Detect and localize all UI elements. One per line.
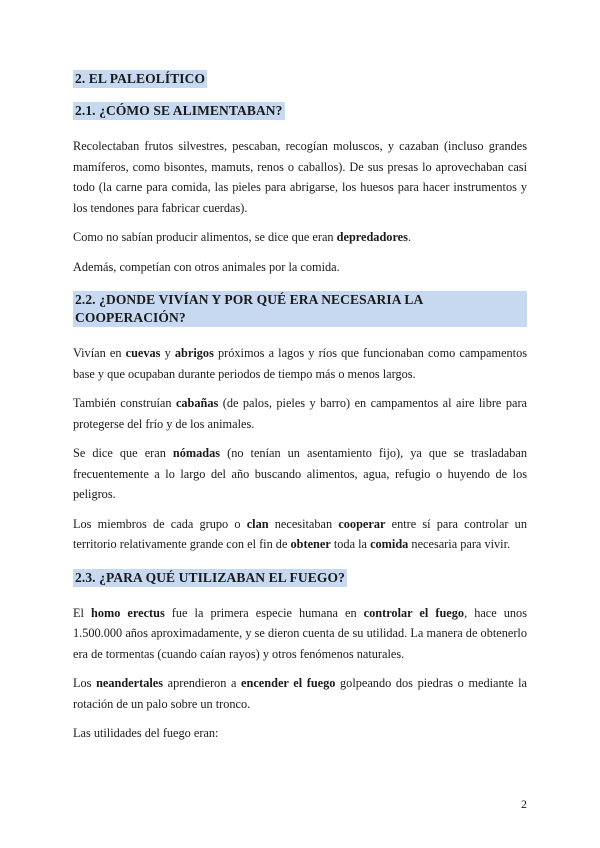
paragraph: [73, 393, 527, 434]
bold-term: nómadas: [172, 446, 221, 460]
text-run: necesaria para vivir.: [408, 537, 511, 551]
bold-term: obtener: [290, 537, 331, 551]
text-run: y: [160, 346, 175, 360]
text-run: Además, competían con otros animales por la comida.: [73, 259, 340, 274]
paragraph: [73, 673, 527, 714]
text-run: Como no sabían producir alimentos, se dice que eran: [73, 230, 337, 244]
text-run: Recolectaban frutos silvestres, pescaban, recogían moluscos, y cazaban (incluso grandes mamíferos, como bisontes, mamuts, renos o caballos). De sus presas lo aprovechaban casi todo (la carne para comida, las pieles para abrigarse, los huesos para hacer instrumentos y los tendones para fabricar cuerdas).: [73, 139, 527, 215]
text-run: El: [73, 605, 91, 620]
text-run: Vivían en: [73, 346, 126, 360]
text-run: Los: [73, 676, 97, 690]
bold-term: clan: [246, 516, 269, 531]
text-run: fue la primera especie humana en: [164, 605, 364, 620]
text-run: , hace unos 1.500.000 años aproximadamente, y se dieron cuenta de su utilidad. La manera de obtenerlo era de tormentas (cuando caían rayos) y otros fenómenos naturales.: [73, 605, 527, 661]
subsections: [73, 102, 527, 744]
bold-term: controlar el fuego: [363, 605, 465, 620]
text-run: aprendieron a: [163, 676, 242, 690]
paragraph: [73, 227, 527, 248]
bold-term: cuevas: [125, 346, 161, 360]
bold-term: neandertales: [96, 676, 164, 690]
paragraph: [73, 723, 527, 744]
paragraph: [73, 343, 527, 384]
bold-term: homo erectus: [90, 605, 165, 620]
bold-term: cabañas: [175, 396, 219, 410]
subsection: [73, 569, 527, 744]
text-run: También construían: [73, 396, 176, 410]
paragraph: [73, 514, 527, 555]
subsection-heading: 2.1. ¿CÓMO SE ALIMENTABAN?: [75, 103, 283, 118]
paragraph: [73, 257, 527, 278]
bold-term: cooperar: [338, 516, 386, 531]
subsection-heading: 2.3. ¿PARA QUÉ UTILIZABAN EL FUEGO?: [75, 569, 345, 585]
text-run: Las utilidades del fuego eran:: [73, 726, 219, 740]
text-run: entre sí para controlar un territorio relativamente grande con el fin de: [73, 516, 527, 551]
paragraph: [73, 136, 527, 218]
bold-term: encender el fuego: [241, 676, 336, 690]
text-run: necesitaban: [268, 516, 339, 531]
text-run: (no tenían un asentamiento fijo), ya que se trasladaban frecuentemente a lo largo del año buscando alimentos, agua, refugio o huyendo de los peligros.: [73, 446, 527, 501]
subsection: [73, 291, 527, 555]
page-number: 2: [521, 797, 527, 811]
text-run: golpeando dos piedras o mediante la rotación de un palo sobre un tronco.: [73, 676, 528, 711]
bold-term: comida: [370, 537, 409, 551]
subsection-heading: 2.2. ¿DONDE VIVÍAN Y POR QUÉ ERA NECESARIA LA COOPERACIÓN?: [73, 291, 527, 327]
bold-term: depredadores: [336, 230, 408, 244]
subsection: [73, 102, 527, 277]
text-run: toda la: [330, 537, 371, 551]
bold-term: abrigos: [174, 346, 214, 360]
text-run: próximos a lagos y ríos que funcionaban como campamentos base y que ocupaban durante periodos de tiempo más o menos largos.: [73, 346, 528, 381]
section-title: 2. EL PALEOLÍTICO: [75, 71, 206, 86]
paragraph: [73, 603, 527, 665]
paragraph: [73, 443, 527, 505]
text-run: Los miembros de cada grupo o: [73, 516, 247, 531]
text-run: .: [407, 230, 412, 244]
text-run: (de palos, pieles y barro) en campamentos al aire libre para protegerse del frío y de los animales.: [73, 396, 527, 431]
text-run: Se dice que eran: [73, 446, 173, 460]
page-content: [73, 70, 527, 744]
